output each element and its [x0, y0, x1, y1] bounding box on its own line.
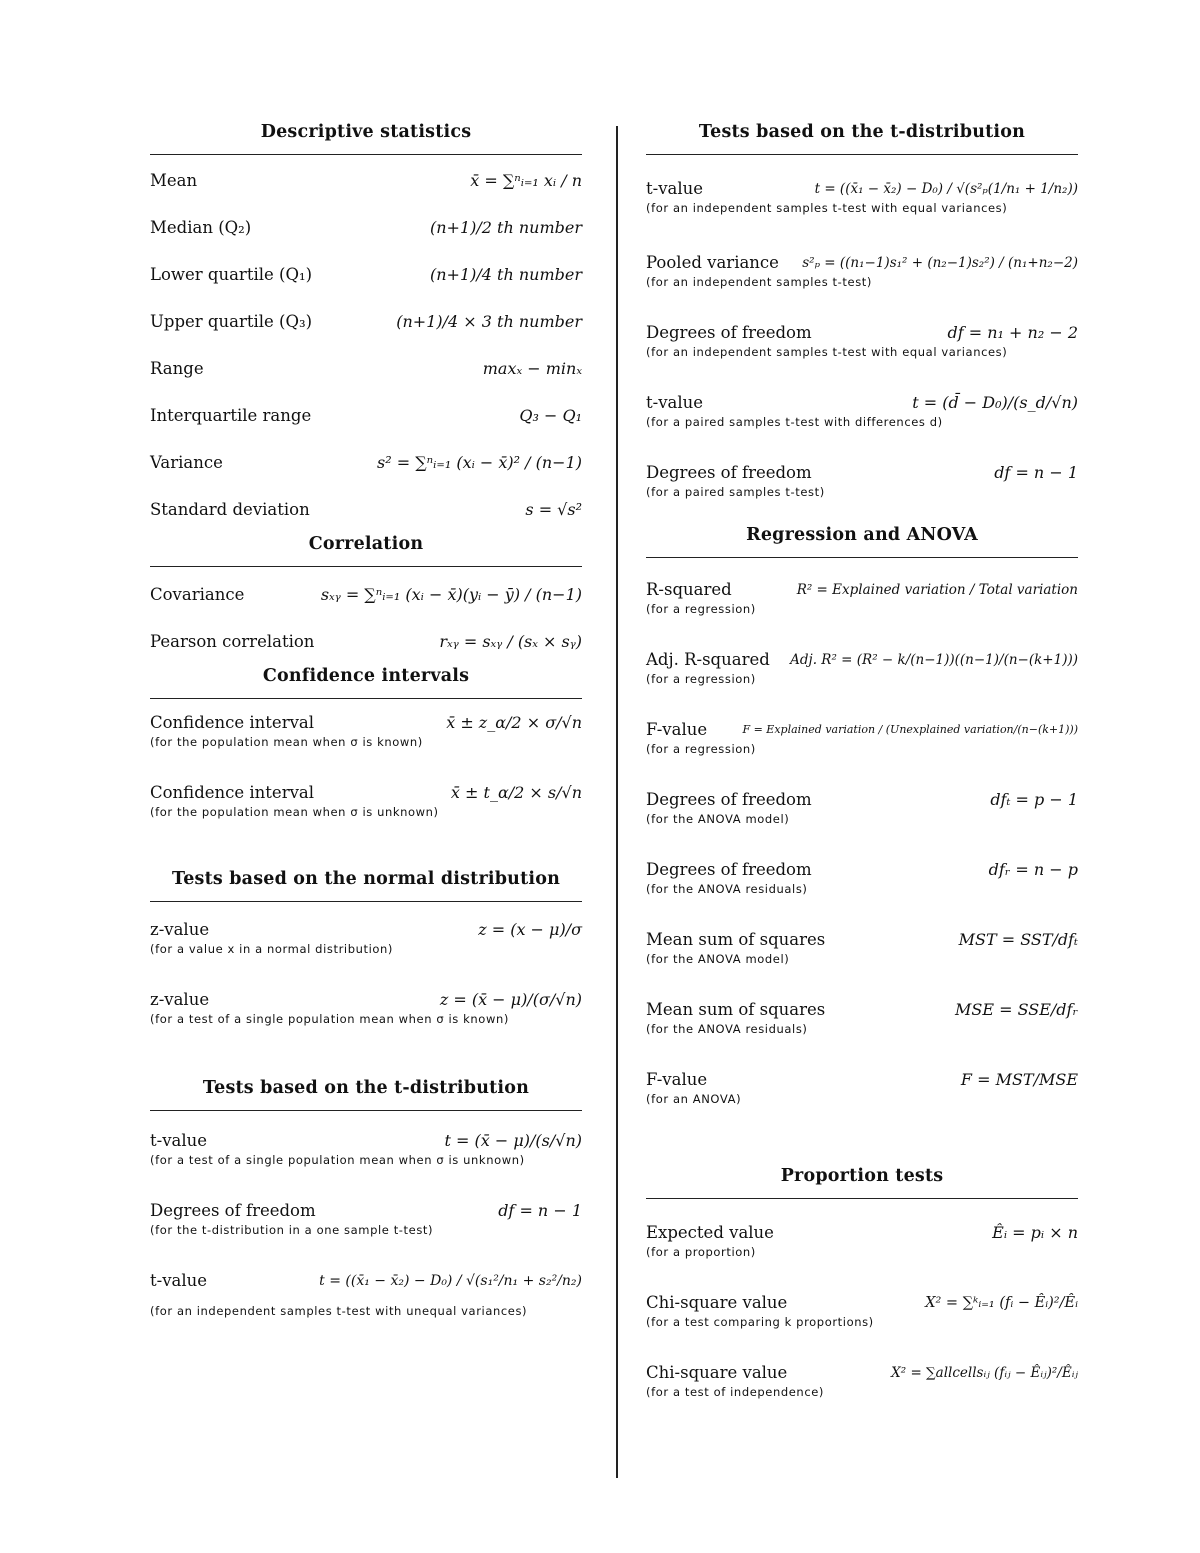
entry-label: Chi-square value — [646, 1293, 788, 1312]
entry-pooled-variance — [646, 253, 1078, 323]
entry-formula: s = √s² — [525, 500, 582, 519]
entry-formula: t = ((x̄₁ − x̄₂) − D₀) / √(s²ₚ(1/n₁ + 1/n₂)) — [814, 180, 1078, 197]
entry-label: Degrees of freedom — [646, 463, 812, 482]
entry-note: (for the ANOVA residuals) — [646, 882, 808, 896]
entry-formula: Q₃ − Q₁ — [519, 406, 582, 425]
entry-note: (for a test of a single population mean when σ is unknown) — [150, 1153, 525, 1167]
entry-upper-quartile — [150, 312, 582, 359]
entry-degrees-of-freedom-paired — [646, 463, 1078, 519]
column-divider — [616, 126, 618, 1478]
entry-label: Standard deviation — [150, 500, 310, 519]
entry-formula: df = n₁ + n₂ − 2 — [947, 323, 1078, 342]
entry-label: Confidence interval — [150, 783, 315, 802]
entry-formula: dfᵣ = n − p — [988, 860, 1078, 879]
left-column — [150, 116, 582, 1331]
entry-label: t-value — [646, 393, 704, 412]
entry-label: Range — [150, 359, 204, 378]
section-title: Tests based on the t-distribution — [150, 1072, 582, 1111]
entry-formula: s² = ∑ⁿᵢ₌₁ (xᵢ − x̄)² / (n−1) — [377, 453, 582, 472]
entry-note: (for the population mean when σ is known) — [150, 735, 423, 749]
entry-note: (for a proportion) — [646, 1245, 756, 1259]
entry-note: (for an independent samples t-test with equal variances) — [646, 201, 1008, 215]
entry-expected-value — [646, 1223, 1078, 1293]
section-normal-distribution — [150, 863, 582, 1072]
entry-degrees-of-freedom-one-sample — [150, 1201, 582, 1271]
entry-confidence-interval-known — [150, 713, 582, 783]
section-title: Correlation — [150, 528, 582, 567]
entry-variance — [150, 453, 582, 500]
entry-label: Interquartile range — [150, 406, 312, 425]
entry-mean — [150, 171, 582, 218]
entry-formula: R² = Explained variation / Total variation — [796, 581, 1078, 598]
entry-label: Degrees of freedom — [646, 323, 812, 342]
entry-formula: X² = ∑ᵏᵢ₌₁ (fᵢ − Êᵢ)²/Êᵢ — [925, 1294, 1078, 1311]
entry-formula: rₓᵧ = sₓᵧ / (sₓ × sᵧ) — [439, 632, 582, 651]
entry-range — [150, 359, 582, 406]
entry-label: t-value — [646, 179, 704, 198]
entry-formula: df = n − 1 — [994, 463, 1078, 482]
entry-note: (for the ANOVA residuals) — [646, 1022, 808, 1036]
entry-label: Mean — [150, 171, 198, 190]
entry-note: (for an ANOVA) — [646, 1092, 742, 1106]
entry-note: (for a test of a single population mean when σ is known) — [150, 1012, 509, 1026]
entry-note: (for the ANOVA model) — [646, 952, 790, 966]
entry-label: Lower quartile (Q₁) — [150, 265, 313, 284]
entry-label: Median (Q₂) — [150, 218, 252, 237]
section-title: Tests based on the t-distribution — [646, 116, 1078, 155]
entry-degrees-of-freedom-model — [646, 790, 1078, 860]
entry-note: (for an independent samples t-test with equal variances) — [646, 345, 1008, 359]
entry-confidence-interval-unknown — [150, 783, 582, 863]
section-title: Regression and ANOVA — [646, 519, 1078, 558]
entry-t-value-paired — [646, 393, 1078, 463]
entry-note: (for the population mean when σ is unknown) — [150, 805, 439, 819]
entry-label: F-value — [646, 720, 708, 739]
entry-chi-square-k-proportions — [646, 1293, 1078, 1363]
entry-label: R-squared — [646, 580, 732, 599]
entry-note: (for a regression) — [646, 742, 756, 756]
entry-label: Mean sum of squares — [646, 930, 826, 949]
entry-degrees-of-freedom-residuals — [646, 860, 1078, 930]
entry-formula: (n+1)/4 × 3 th number — [396, 312, 582, 331]
entry-formula: df = n − 1 — [498, 1201, 582, 1220]
section-t-distribution-left — [150, 1072, 582, 1331]
entry-formula: (n+1)/2 th number — [430, 218, 582, 237]
entry-degrees-of-freedom-independent — [646, 323, 1078, 393]
entry-note: (for a regression) — [646, 672, 756, 686]
entry-mean-sum-squares-model — [646, 930, 1078, 1000]
entry-formula: maxₓ − minₓ — [482, 359, 582, 378]
section-title: Tests based on the normal distribution — [150, 863, 582, 902]
entry-f-value-regression — [646, 720, 1078, 790]
entry-formula: t = (d̄ − D₀)/(s_d/√n) — [912, 393, 1078, 412]
entry-formula: X² = ∑allcellsᵢⱼ (fᵢⱼ − Êᵢⱼ)²/Êᵢⱼ — [891, 1364, 1078, 1381]
entry-label: t-value — [150, 1131, 208, 1150]
entry-mean-sum-squares-residuals — [646, 1000, 1078, 1070]
entry-formula: (n+1)/4 th number — [430, 265, 582, 284]
right-column — [646, 116, 1078, 1413]
entry-formula: x̄ ± t_α/2 × s/√n — [450, 783, 582, 802]
entry-adj-r-squared — [646, 650, 1078, 720]
entry-interquartile-range — [150, 406, 582, 453]
entry-formula: F = MST/MSE — [960, 1070, 1078, 1089]
entry-label: Expected value — [646, 1223, 774, 1242]
entry-formula: MST = SST/dfₜ — [958, 930, 1078, 949]
entry-label: z-value — [150, 920, 210, 939]
entry-formula: x̄ = ∑ⁿᵢ₌₁ xᵢ / n — [470, 171, 582, 190]
section-correlation — [150, 528, 582, 660]
entry-formula: sₓᵧ = ∑ⁿᵢ₌₁ (xᵢ − x̄)(yᵢ − ȳ) / (n−1) — [320, 585, 582, 604]
entry-formula: dfₜ = p − 1 — [990, 790, 1078, 809]
entry-covariance — [150, 585, 582, 632]
entry-label: Pooled variance — [646, 253, 779, 272]
entry-label: t-value — [150, 1271, 208, 1290]
entry-lower-quartile — [150, 265, 582, 312]
entry-t-value-equal — [646, 179, 1078, 253]
section-descriptive-statistics — [150, 116, 582, 528]
entry-median — [150, 218, 582, 265]
entry-label: Degrees of freedom — [646, 790, 812, 809]
entry-formula: z = (x − μ)/σ — [478, 920, 582, 939]
entry-formula: Êᵢ = pᵢ × n — [992, 1223, 1078, 1242]
entry-z-value-mean — [150, 990, 582, 1072]
entry-formula: x̄ ± z_α/2 × σ/√n — [446, 713, 582, 732]
section-title: Proportion tests — [646, 1160, 1078, 1199]
entry-label: Adj. R-squared — [646, 650, 770, 669]
section-confidence-intervals — [150, 660, 582, 863]
section-t-distribution-right — [646, 116, 1078, 519]
entry-label: z-value — [150, 990, 210, 1009]
entry-formula: t = ((x̄₁ − x̄₂) − D₀) / √(s₁²/n₁ + s₂²/n₂) — [319, 1272, 582, 1289]
entry-r-squared — [646, 580, 1078, 650]
entry-note: (for a value x in a normal distribution) — [150, 942, 393, 956]
entry-z-value-normal — [150, 920, 582, 990]
entry-label: Chi-square value — [646, 1363, 788, 1382]
entry-note: (for a paired samples t-test) — [646, 485, 825, 499]
entry-formula: z = (x̄ − μ)/(σ/√n) — [439, 990, 582, 1009]
entry-label: Confidence interval — [150, 713, 315, 732]
entry-note: (for a paired samples t-test with differences d) — [646, 415, 943, 429]
entry-formula: Adj. R² = (R² − k/(n−1))((n−1)/(n−(k+1))) — [790, 651, 1078, 668]
entry-label: Mean sum of squares — [646, 1000, 826, 1019]
entry-note: (for an independent samples t-test) — [646, 275, 872, 289]
entry-pearson-correlation — [150, 632, 582, 660]
entry-f-value-anova — [646, 1070, 1078, 1160]
entry-label: Covariance — [150, 585, 245, 604]
entry-label: F-value — [646, 1070, 708, 1089]
entry-note: (for a regression) — [646, 602, 756, 616]
entry-note: (for a test comparing k proportions) — [646, 1315, 874, 1329]
entry-label: Variance — [150, 453, 223, 472]
entry-standard-deviation — [150, 500, 582, 528]
section-title: Confidence intervals — [150, 660, 582, 699]
entry-formula: F = Explained variation / (Unexplained variation/(n−(k+1))) — [742, 723, 1078, 736]
entry-chi-square-independence — [646, 1363, 1078, 1413]
section-regression-anova — [646, 519, 1078, 1160]
entry-t-value-single — [150, 1131, 582, 1201]
entry-formula: MSE = SSE/dfᵣ — [954, 1000, 1078, 1019]
entry-note: (for an independent samples t-test with unequal variances) — [150, 1304, 528, 1318]
entry-t-value-unequal — [150, 1271, 582, 1331]
entry-note: (for the t-distribution in a one sample t-test) — [150, 1223, 434, 1237]
entry-formula: t = (x̄ − μ)/(s/√n) — [444, 1131, 582, 1150]
section-proportion-tests — [646, 1160, 1078, 1413]
entry-note: (for a test of independence) — [646, 1385, 825, 1399]
entry-label: Pearson correlation — [150, 632, 315, 651]
entry-label: Degrees of freedom — [150, 1201, 316, 1220]
entry-label: Degrees of freedom — [646, 860, 812, 879]
entry-formula: s²ₚ = ((n₁−1)s₁² + (n₂−1)s₂²) / (n₁+n₂−2) — [802, 254, 1078, 271]
entry-note: (for the ANOVA model) — [646, 812, 790, 826]
section-title: Descriptive statistics — [150, 116, 582, 155]
entry-label: Upper quartile (Q₃) — [150, 312, 313, 331]
